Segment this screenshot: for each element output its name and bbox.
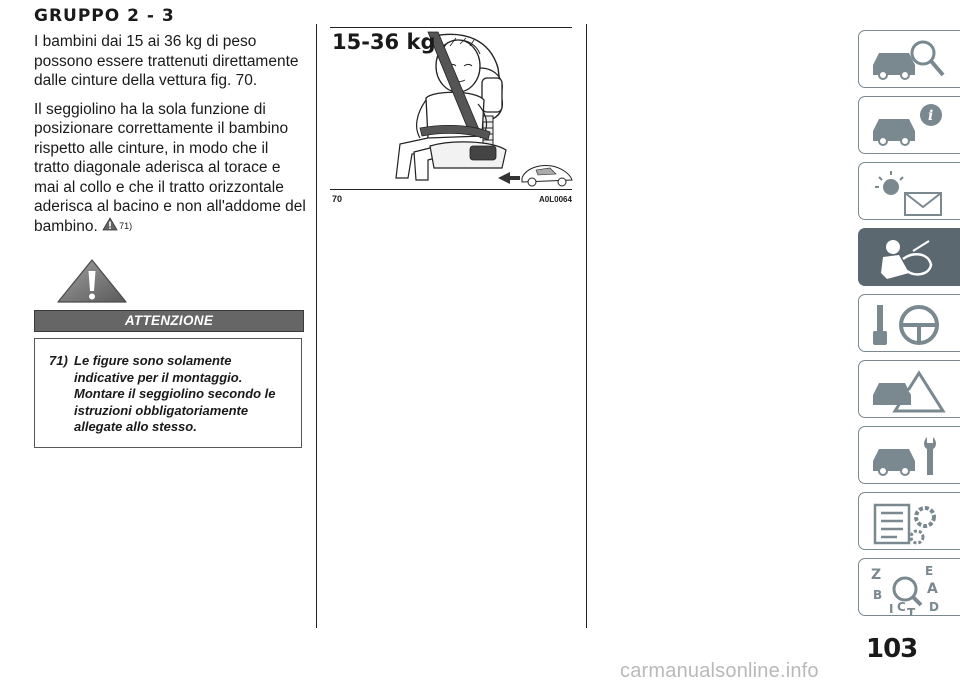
svg-text:Z: Z [871,567,882,583]
car-maintenance-icon [869,431,949,481]
svg-text:C: C [897,600,906,614]
warning-reference[interactable] [102,217,132,231]
alphabetical-index-icon [869,563,949,619]
car-emergency-icon [869,365,949,415]
tab-vehicle-info[interactable] [858,96,960,154]
figure-number: 70 [332,194,343,204]
paragraph-2 [34,100,306,237]
car-dashboard-icon [869,35,949,85]
warning-light-message-icon [869,167,949,217]
tab-safety[interactable] [858,228,960,286]
warning-box [34,338,302,448]
figure-code: A0L0064 [539,195,572,204]
paragraph-1: I bambini dai 15 ai 36 kg di peso possono essere trattenuti direttamente dalle cinture della vettura fig. 70. [34,33,299,89]
warning-title-bar: ATTENZIONE [34,310,304,332]
text-column [34,6,306,245]
warning-reference-number: 71) [119,220,133,231]
svg-text:i: i [928,108,934,124]
technical-data-icon [869,497,949,547]
section-heading: GRUPPO 2 - 3 [34,6,175,26]
svg-text:T: T [907,606,916,619]
svg-text:I: I [889,602,894,616]
watermark[interactable]: carmanualsonline.info [620,660,819,682]
paragraph-2-text: Il seggiolino ha la sola funzione di posizionare correttamente il bambino rispetto alle cinture, in modo che il tratto diagonale aderisca al torace e mai al collo e che il tratto orizzontale aderisca al bacino e non all'addome del bambino. [34,100,306,235]
seat-airbag-icon [869,233,949,283]
svg-text:A: A [927,581,938,597]
column-divider-right [586,24,587,628]
tab-index[interactable] [858,558,960,619]
figure-weight-label: 15-36 kg [332,30,436,54]
tab-warning-lights[interactable] [858,162,960,220]
tab-maintenance[interactable] [858,426,960,484]
warning-triangle-icon [102,217,118,231]
svg-text:E: E [925,564,934,578]
key-steering-wheel-icon [869,299,949,349]
tab-starting-driving[interactable] [858,294,960,352]
tab-emergency[interactable] [858,360,960,418]
svg-text:D: D [929,600,939,614]
tab-technical-data[interactable] [858,492,960,550]
svg-text:B: B [873,588,883,602]
warning-triangle-large-icon [56,258,128,304]
warning-number: 71) [49,353,68,368]
car-info-icon [869,101,949,151]
page-number: 103 [866,634,918,664]
column-divider-left [316,24,317,628]
tab-dashboard[interactable] [858,30,960,88]
warning-text: Le figure sono solamente indicative per il montaggio. Montare il seggiolino secondo le istruzioni obbligatoriamente allegate allo stesso. [74,353,276,434]
